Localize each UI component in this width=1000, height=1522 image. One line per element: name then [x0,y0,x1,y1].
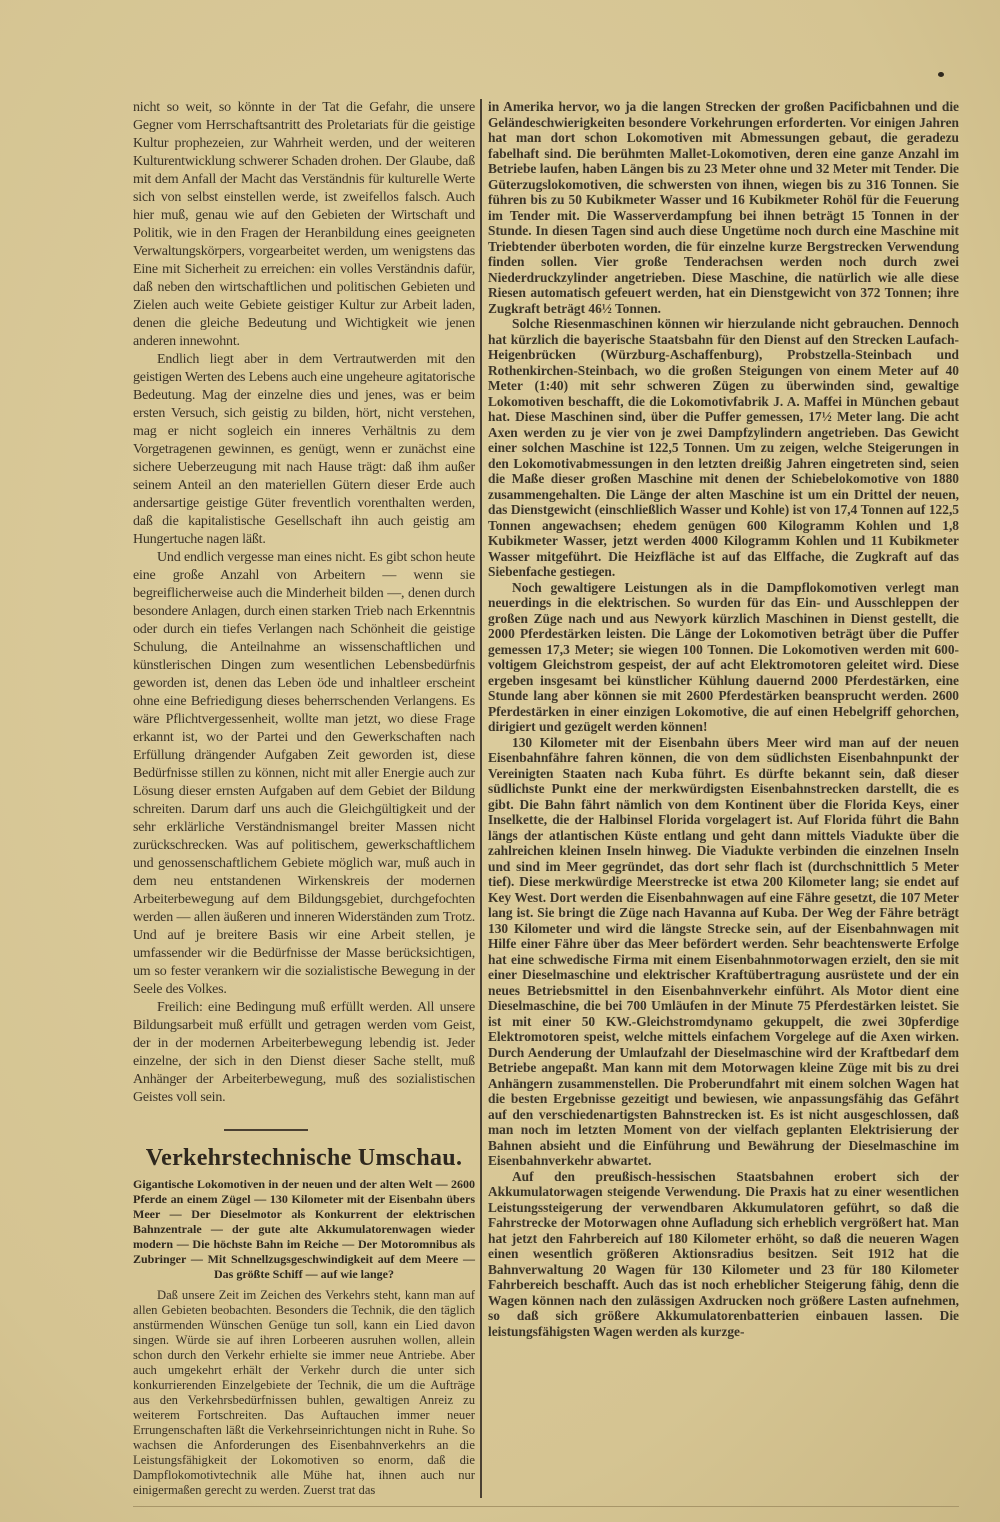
paragraph: Solche Riesenmaschinen können wir hierzulande nicht gebrauchen. Dennoch hat kürzlich die bayerische Staatsbahn für den Dienst auf den Strecken Laufach-Heigenbrücken (Würzburg-Aschaffenburg), Probstzella-Steinbach und Rothenkirchen-Steinbach, wo die großen Steigungen von einem Meter auf 40 Meter (1:40) mit sehr schweren Zügen zu überwinden sind, gewaltige Lokomotiven beschafft, die die Lokomotivfabrik J. A. Maffei in München gebaut hat. Diese Maschinen sind, über die Puffer gemessen, 17½ Meter lang. Die acht Axen werden zu je vier von je zwei Dampfzylindern angetrieben. Das Gewicht einer solchen Maschine ist 122,5 Tonnen. Um zu zeigen, welche Steigerungen in den Lokomotivabmessungen in den letzten dreißig Jahren eingetreten sind, seien die Maße dieser großen Maschine mit denen der Schiebelokomotive von 1880 zusammengehalten. Die Länge der alten Maschine ist um ein Drittel der neuen, das Dienstgewicht (einschließlich Wasser und Kohle) ist von 17,4 Tonnen auf 122,5 Tonnen angewachsen; ehedem genügen 600 Kilogramm Kohlen und 1,8 Kubikmeter Wasser, jetzt werden 4000 Kilogramm Kohlen und 11 Kubikmeter Wasser mitgeführt. Die Heizfläche ist auf das Elffache, die Zugkraft auf das Siebenfache gestiegen. [488,316,959,579]
paragraph: Auf den preußisch-hessischen Staatsbahnen erobert sich der Akkumulatorwagen steigende Verwendung. Die Praxis hat zu einer wesentlichen Leistungssteigerung der verwendbaren Akkumulatoren geführt, so daß die Fahrstrecke der Motorwagen ohne Aufladung sich erheblich vergrößert hat. Man hat jetzt den Fahrbereich auf 180 Kilometer erhöht, so daß die neueren Wagen einen wesentlich größeren Aktionsradius besitzen. Seit 1912 hat die Bahnverwaltung 20 Wagen für 130 Kilometer und 23 für 180 Kilometer Fahrbereich beschafft. Auch das ist noch erheblicher Steigerung fähig, denn die Wagen können nach den zulässigen Axdrucken noch größere Lasten aufnehmen, so daß sich größere Akkumulatorenbatterien einbauen lassen. Die leistungsfähigsten Wagen werden als kurzge- [488,1168,959,1339]
right-column-article [488,99,959,1498]
left-column [133,99,475,1498]
paragraph: Daß unsere Zeit im Zeichen des Verkehrs steht, kann man auf allen Gebieten beobachten. Besonders die Technik, die den täglich anstürmenden Wünschen Genüge tun soll, kann ein Lied davon singen. Würde sie auf ihren Lorbeeren ausruhen wollen, allein schon durch den Verkehr erhielte sie immer neue Antriebe. Aber auch umgekehrt erhält der Verkehr durch die unter sich konkurrierenden Einzelgebiete der Technik, die um die Aufträge aus den Verkehrsbedürfnissen buhlen, gewaltigen Anreiz zu weiterem Fortschreiten. Das Auftauchen immer neuer Errungenschaften läßt die Verkehrseinrichtungen nicht in Ruhe. So wachsen die Anforderungen des Eisenbahnverkehrs an die Leistungsfähigkeit der Lokomotiven so enorm, daß die Dampflokomotivtechnik alle Mühe hat, ihnen auch nur einigermaßen gerecht zu werden. Zuerst trat das [133,1288,475,1497]
article-subtitle: Gigantische Lokomotiven in der neuen und der alten Welt — 2600 Pferde an einem Zügel — 130 Kilometer mit der Eisenbahn übers Meer — Der Dieselmotor als Konkurrent der elektrischen Bahnzentrale — der gute alte Akkumulatorenwagen wieder modern — Die höchste Bahn im Reiche — Der Motoromnibus als Zubringer — Mit Schnellzugsgeschwindigkeit auf dem Meere — Das größte Schiff — auf wie lange? [133,1177,475,1281]
newspaper-page [133,0,959,1498]
paragraph: 130 Kilometer mit der Eisenbahn übers Meer wird man auf der neuen Eisenbahnfähre fahren können, die von dem südlichsten Eisenbahnpunkt der Vereinigten Staaten nach Kuba führt. Es dürfte bekannt sein, daß dieser südlichste Punkt eine der merkwürdigsten Eisenbahnstrecken darstellt, die es gibt. Die Bahn fährt nämlich von dem Kontinent über die Florida Keys, einer Inselkette, die der Halbinsel Florida vorgelagert ist. Auf Florida führt die Bahn längs der atlantischen Küste entlang und geht dann mittels Viadukte über die zahlreichen kleinen Inseln hinweg. Die Viadukte verbinden die einzelnen Inseln und sind im Meer gegründet, das dort sehr flach ist (durchschnittlich 5 Meter tief). Diese merkwürdige Meerstrecke ist etwa 200 Kilometer lang; sie endet auf Key West. Dort werden die Eisenbahnwagen auf eine Fähre gesetzt, die 107 Meter lang ist. Sie bringt die Züge nach Havanna auf Kuba. Der Weg der Fähre beträgt 130 Kilometer und wird die längste Strecke sein, auf der Eisenbahnwagen mit Hilfe einer Fähre über das Meer befördert werden. Sehr beachtenswerte Erfolge hat eine schwedische Firma mit einem Eisenbahnmotorwagen erzielt, den sie mit einer Dieselmaschine und elektrischer Kraftübertragung ausrüstete und der ein neues Betriebsmittel in den Eisenbahnverkehr einführt. Als Motor dient eine Dieselmaschine, die bei 700 Umläufen in der Minute 75 Pferdestärken leistet. Sie ist mit einer 50 KW.-Gleichstromdynamo gekuppelt, die zwei 30pferdige Elektromotoren speist, welche mittels einfachem Vorgelege auf die Axen wirken. Durch Aenderung der Umlaufzahl der Dieselmaschine wird der Kraftbedarf dem Betriebe angepaßt. Man kann mit dem Motorwagen kleine Züge mit bis zu drei Anhängern zusammenstellen. Die Proberundfahrt mit einem solchen Wagen hat die besten Ergebnisse gezeitigt und bewiesen, wie anpassungsfähig das Gefährt auf den verschiedenartigsten Bahnstrecken ist. Es ist nicht ausgeschlossen, daß man noch im letzten Moment von der vielfach geplanten Elektrisierung der Bahnen absieht und die Einführung und Bewährung der Dieselmaschine im Eisenbahnverkehr abwartet. [488,734,959,1168]
paragraph: Und endlich vergesse man eines nicht. Es gibt schon heute eine große Anzahl von Arbeitern — wenn sie begreiflicherweise auch die Minderheit bilden —, denen durch besondere Anlagen, durch einen starken Trieb nach Erkenntnis oder durch ein tiefes Verlangen nach Schönheit die geistige Schulung, die Anteilnahme an wissenschaftlichen und künstlerischen Dingen zum wesentlichen Lebensbedürfnis geworden ist, denen das Leben öde und inhaltleer erscheint ohne eine Befriedigung dieses beherrschenden Verlangens. Es wäre Pflichtvergessenheit, wollte man jetzt, wo diese Frage erkannt ist, wo der Partei und den Gewerkschaften nach Erfüllung drängender Aufgaben Zeit geworden ist, diese Bedürfnisse stillen zu können, nicht mit aller Energie auch zur Lösung dieser ernsten Aufgaben auf dem Gebiet der Bildung schreiten. Darum darf uns auch die Gleichgültigkeit und der sehr erklärliche Verständnismangel breiter Massen nicht zurückschrecken. Was auf politischem, gewerkschaftlichem und genossenschaftlichem Gebiete möglich war, muß auch in dem neu entstandenen Wirkenskreis der modernen Arbeiterbewegung auf dem Bildungsgebiet, durchgefochten werden — allen äußeren und inneren Widerständen zum Trotz. Und auf je breitere Basis wir eine Arbeit stellen, je umfassender wir die Bedürfnisse der Masse berücksichtigen, um so fester verankern wir die sozialistische Bewegung in der Seele des Volkes. [133,550,475,997]
paragraph: in Amerika hervor, wo ja die langen Strecken der großen Pacificbahnen und die Geländeschwierigkeiten besondere Vorkehrungen erforderten. Vor einigen Jahren hat man dort schon Lokomotiven mit Abmessungen gebaut, die geradezu fabelhaft sind. Die berühmten Mallet-Lokomotiven, deren eine ganze Anzahl im Betriebe laufen, haben Längen bis zu 23 Meter ohne und 32 Meter mit Tender. Die Güterzugslokomotiven, die schwersten von ihnen, wiegen bis zu 316 Tonnen. Sie führen bis zu 50 Kubikmeter Wasser und 16 Kubikmeter Rohöl für die Feuerung im Tender mit. Die Wasserverdampfung bei ihnen beträgt 15 Tonnen in der Stunde. In diesen Tagen sind auch diese Ungetüme noch durch eine Maschine mit Triebtender überboten worden, die für einzelne kurze Bergstrecken Verwendung finden sollen. Vier große Tenderachsen werden noch durch zwei Niederdruckzylinder angetrieben. Diese Maschine, die natürlich wie alle diese Riesen automatisch gefeuert werden, hat ein Dienstgewicht von 372 Tonnen; ihre Zugkraft beträgt 46½ Tonnen. [488,99,959,316]
paragraph: Noch gewaltigere Leistungen als in die Dampflokomotiven verlegt man neuerdings in die elektrischen. So wurden für das Ein- und Ausschleppen der großen Züge nach und aus Newyork kürzlich Maschinen in Dienst gestellt, die 2000 Pferdestärken leisten. Die Länge der Lokomotiven beträgt über die Puffer gemessen 17,3 Meter; sie wiegen 100 Tonnen. Die Lokomotiven werden mit 600-voltigem Gleichstrom gespeist, der auf acht Elektromotoren geleitet wird. Diese ergeben insgesamt bei künstlicher Kühlung dauernd 2000 Pferdestärken, eine Stunde lang aber können sie mit 2600 Pferdestärken beansprucht werden. 2600 Pferdestärken in einer einzigen Lokomotive, die auf einen Hebelgriff gehorchen, dirigiert und gezügelt werden können! [488,579,959,734]
page-bottom-rule [133,1506,959,1507]
column-divider [480,99,482,1498]
article-intro [133,1288,475,1498]
paragraph: Endlich liegt aber in dem Vertrautwerden mit den geistigen Werten des Lebens auch eine ungeheure agitatorische Bedeutung. Mag der einzelne dies und jenes, was er beim ersten Versuch, sich geistig zu bilden, hört, nicht verstehen, mag er nicht sogleich ein inneres Verhältnis zu dem Vorgetragenen gewinnen, es genügt, wenn er zunächst eine sichere Ueberzeugung mit nach Hause trägt: daß ihm außer seinem Anteil an den materiellen Gütern dieser Erde auch andersartige geistige Güter freventlich vorenthalten werden, daß die kapitalistische Gesellschaft ihn auch geistig am Hungertuche nagen läßt. [133,352,475,547]
paragraph: nicht so weit, so könnte in der Tat die Gefahr, die unsere Gegner vom Herrschaftsantritt des Proletariats für die geistige Kultur prophezeien, zur Wahrheit werden, und der weiteren Kulturentwicklung schwerer Schaden drohen. Der Glaube, daß mit dem Anfall der Macht das Verständnis für kulturelle Werte sich von selbst einstellen werde, ist zweifellos falsch. Auch hier muß, genau wie auf den Gebieten der Wirtschaft und Politik, wie in den Fragen der Heranbildung eines geeigneten Verwaltungskörpers, vorgearbeitet werden, um wenigstens das Eine mit Sicherheit zu erreichen: ein volles Verständnis dafür, daß neben den wirtschaftlichen und politischen Gebieten und Zielen auch weite Gebiete geistiger Kultur zur Arbeit laden, denen die gleiche Bedeutung und Wichtigkeit wie jenen anderen innewohnt. [133,100,475,349]
paragraph: Freilich: eine Bedingung muß erfüllt werden. All unsere Bildungsarbeit muß erfüllt und getragen werden vom Geist, der in der modernen Arbeiterbewegung lebendig ist. Jeder einzelne, der sich in den Dienst dieser Sache stellt, muß Anhänger der Arbeiterbewegung, muß des sozialistischen Geistes voll sein. [133,1000,475,1105]
section-rule [224,1129,308,1131]
article-heading: Verkehrstechnische Umschau. [145,1145,463,1171]
left-column-essay [133,99,475,1107]
